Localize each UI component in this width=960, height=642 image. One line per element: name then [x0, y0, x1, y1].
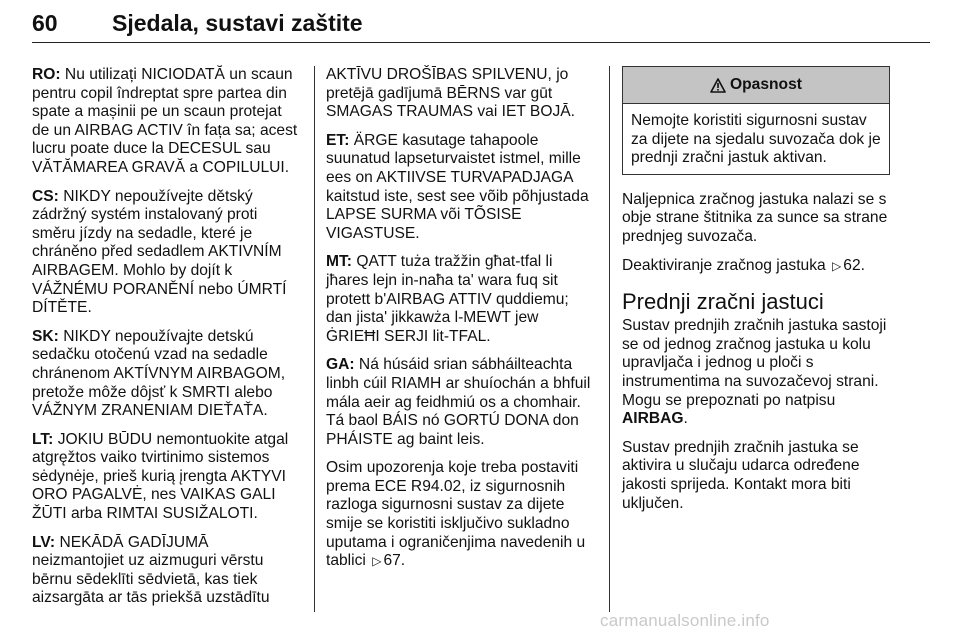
watermark: carmanualsonline.info — [600, 611, 770, 630]
danger-box-text: Nemojte koristiti sigurnosni sustav za dijete na sjedalu suvozača dok je prednji zračni jastuk aktivan. — [631, 112, 881, 167]
language-code: LV: — [32, 533, 56, 551]
warning-paragraph-sk — [32, 328, 302, 421]
column-divider — [609, 66, 610, 612]
warning-text: Ná húsáid srian sábháilteachta linbh cúil RIAMH ar shuíochán a bhfuil mála aeir ag feidhmiú os a chomhair. Tá baol BÁIS nó GORTÚ DONA don PHÁISTE ag baint leis. — [326, 356, 591, 448]
warning-paragraph-ro — [32, 66, 302, 178]
column-right — [622, 66, 890, 523]
warning-paragraph-ga — [326, 356, 596, 449]
activation-paragraph: Sustav prednjih zračnih jastuka se aktivira u slučaju udarca određene jakosti sprijeda. Kontakt mora biti uključen. — [622, 438, 860, 512]
warning-text: NIKDY nepoužívajte detskú sedačku otočenú vzad na sedadle chránenom AKTÍVNYM AIRBAGOM, pretože môže dôjsť k SMRTI alebo VÁŽNYM ZRANENIAM DIEŤAŤA. — [32, 327, 286, 420]
front-airbag-text: Sustav prednjih zračnih jastuka sastoji se od jednog zračnog jastuka u kolu upravljača i jednog u ploči s instrumentima na suvozačevoj strani. Mogu se prepoznati po natpisu — [622, 317, 887, 409]
language-code: GA: — [326, 356, 355, 374]
label-location-paragraph: Naljepnica zračnog jastuka nalazi se s obje strane štitnika za sunce sa strane prednjeg suvozača. — [622, 190, 888, 245]
warning-paragraph-et — [326, 132, 596, 244]
warning-text: Nu utilizați NICIODATĂ un scaun pentru copil îndreptat spre partea din spate a mașinii pe un scaun protejat de un AIRBAG ACTIV în fața sa; acest lucru poate duce la DECESUL sau VĂTĂMAREA GRAVĂ a COPILULUI. — [32, 66, 298, 176]
deactivation-paragraph — [622, 257, 890, 276]
airbag-label: AIRBAG — [622, 410, 684, 428]
front-airbag-paragraph — [622, 317, 890, 429]
column-left — [32, 66, 302, 618]
section-heading: Prednji zračni jastuci — [622, 289, 824, 315]
sentence-end: . — [683, 410, 688, 428]
language-code: MT: — [326, 253, 352, 271]
page-number: 60 — [32, 10, 58, 36]
deactivation-text: Deaktiviranje zračnog jastuka — [622, 256, 826, 274]
language-code: SK: — [32, 327, 59, 345]
column-divider — [314, 66, 315, 612]
language-code: ET: — [326, 131, 350, 149]
page-reference-link[interactable]: 62. — [843, 256, 865, 274]
danger-box-title: Opasnost — [730, 75, 802, 93]
warning-paragraph-lv — [32, 534, 302, 608]
page-reference-arrow-icon: ▷ — [372, 554, 382, 569]
warning-text: JOKIU BŪDU nemontuokite atgal atgręžtos vaiko tvirtinimo sistemos sėdynėje, prieš kurią įrengta AKTYVI ORO PAGALVĖ, nes VAIKAS GALI ŽŪTI arba RIMTAI SUSIŽALOTI. — [32, 430, 289, 523]
warning-text: ÄRGE kasutage tahapoole suunatud lapseturvaistet istmel, mille ees on AKTIIVSE TURVAPADJAGA kaitstud iste, sest see võib põhjustada LAPSE SURMA või TÕSISE VIGASTUSE. — [326, 131, 589, 242]
warning-text: NEKĀDĀ GADĪJUMĀ neizmantojiet uz aizmuguri vērstu bērnu sēdeklīti sēdvietā, kas tiek aizsargāta ar tās priekšā uzstādītu — [32, 533, 270, 607]
warning-paragraph-cs — [32, 188, 302, 318]
warning-text: QATT tuża tražžin għat-tfal li jħares lejn in-naħa ta' wara fuq sit protett b'AIRBAG ATTIV quddiemu; dan jista' jikkawża l-MEWT jew ĠRIEĦI SERJI lit-TFAL. — [326, 253, 569, 345]
page-header — [32, 8, 930, 43]
danger-box-header — [623, 67, 889, 104]
warning-triangle-icon — [710, 78, 726, 93]
language-code: LT: — [32, 430, 54, 448]
ece-paragraph — [326, 459, 596, 571]
warning-paragraph-mt — [326, 253, 596, 346]
page-reference-arrow-icon: ▷ — [832, 258, 842, 273]
language-code: CS: — [32, 187, 59, 205]
ece-text: Osim upozorenja koje treba postaviti prema ECE R94.02, iz sigurnosnih razloga sigurnosni sustav za dijete smije se koristiti isključivo sukladno uputama i ograničenjima navedenih u tablici — [326, 459, 586, 570]
page-title: Sjedala, sustavi zaštite — [112, 10, 363, 36]
language-code: RO: — [32, 66, 61, 83]
column-middle — [326, 66, 596, 581]
warning-text: NIKDY nepoužívejte dětský zádržný systém instalovaný proti směru jízdy na sedadle, které je chráněno před sedadlem AKTIVNÍM AIRBAGEM. Mohlo by dojít k VÁŽNÉMU PORANĚNÍ nebo ÚMRTÍ DÍTĚTE. — [32, 187, 287, 317]
warning-paragraph-lt — [32, 431, 302, 524]
danger-box — [622, 66, 890, 175]
warning-continuation: AKTĪVU DROŠĪBAS SPILVENU, jo pretējā gadījumā BĒRNS var gūt SMAGAS TRAUMAS vai IET BOJĀ. — [326, 66, 575, 121]
page-reference-link[interactable]: 67. — [383, 552, 406, 570]
